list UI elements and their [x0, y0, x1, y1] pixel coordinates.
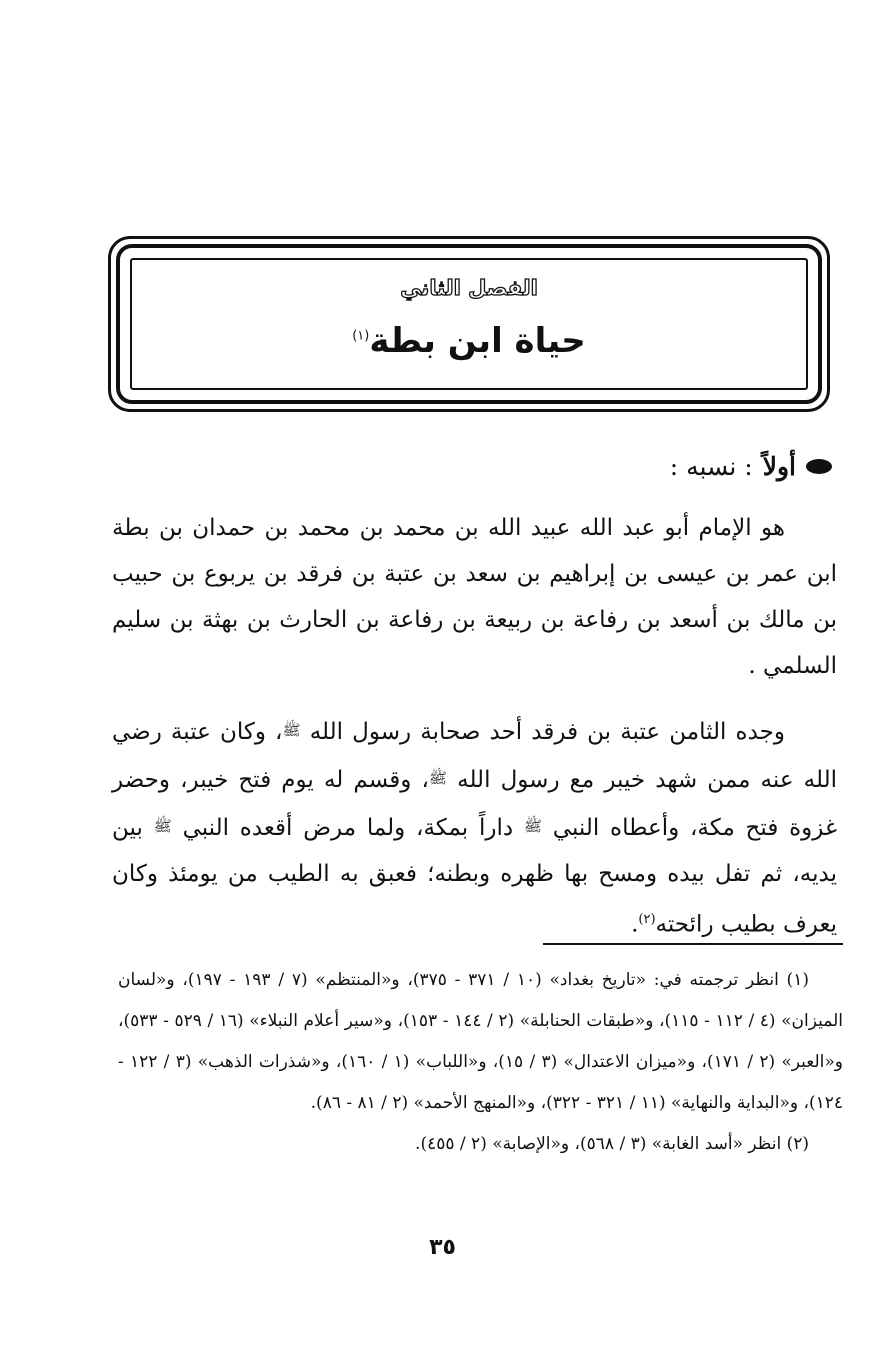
- footnotes: [118, 960, 843, 1165]
- footnote-ref-2[interactable]: (٢): [638, 912, 656, 927]
- chapter-title: [111, 321, 827, 361]
- paragraph-text: وجده الثامن عتبة بن فرقد أحد صحابة رسول الله: [300, 719, 785, 745]
- footnote-ref-1[interactable]: (١): [352, 328, 370, 344]
- paragraph-end: .: [631, 911, 639, 938]
- footnote-2: (٢) انظر «أسد الغابة» (٣ / ٥٦٨)، و«الإصابة» (٢ / ٤٥٥).: [415, 1134, 809, 1154]
- paragraph-text: داراً بمكة، ولما مرض أقعده النبي: [171, 815, 524, 841]
- chapter-title-text: حياة ابن بطة: [369, 321, 586, 361]
- paragraph-text: ، وكان عتبة رضي الله عنه ممن شهد خيبر مع رسول الله: [112, 719, 837, 793]
- salutation-glyph: ﷺ: [523, 817, 543, 835]
- page-number: ٣٥: [429, 1235, 456, 1260]
- salutation-glyph: ﷺ: [428, 769, 447, 787]
- section-subtitle: : نسبه :: [669, 452, 753, 481]
- chapter-label: الفصل الثاني: [400, 276, 538, 300]
- salutation-glyph: ﷺ: [153, 817, 172, 835]
- paragraph-text: بين يديه، ثم تفل بيده ومسح بها ظهره وبطنه؛ فعبق به الطيب من يومئذ وكان يعرف بطيب رائحته: [112, 815, 837, 938]
- footnote-1: (١) انظر ترجمته في: «تاريخ بغداد» (١٠ / ٣٧١ - ٣٧٥)، و«المنتظم» (٧ / ١٩٣ - ١٩٧)، و«لسان الميزان» (٤ / ١١٢ - ١١٥)، و«طبقات الحنابلة» (٢ / ١٤٤ - ١٥٣)، و«سير أعلام النبلاء» (١٦ / ٥٢٩ - ٥٣٣)، و«العبر» (٢ / ١٧١)، و«ميزان الاعتدال» (٣ / ١٥)، و«اللباب» (١ / ١٦٠)، و«شذرات الذهب» (٣ / ١٢٢ - ١٢٤)، و«البداية والنهاية» (١١ / ٣٢١ - ٣٢٢)، و«المنهج الأحمد» (٢ / ٨١ - ٨٦).: [118, 970, 844, 1113]
- chapter-frame: [108, 236, 830, 412]
- bullet-icon: [806, 459, 832, 474]
- footnote-divider: [543, 943, 843, 945]
- paragraph-text: ، وقسم له يوم فتح خيبر، وحضر غزوة فتح مكة، وأعطاه النبي: [112, 767, 837, 841]
- paragraph-ancestor: [112, 707, 837, 948]
- salutation-glyph: ﷺ: [282, 721, 301, 739]
- paragraph-lineage: هو الإمام أبو عبد الله عبيد الله بن محمد بن محمد بن حمدان بن بطة ابن عمر بن عيسى بن إبراهيم بن سعد بن عتبة بن فرقد بن يربوع بن حبيب بن مالك بن أسعد بن رفاعة بن ربيعة بن رفاعة بن الحارث بن بهثة بن سليم السلمي .: [112, 515, 837, 679]
- section-heading: [670, 452, 832, 481]
- section-title: أولاً: [762, 452, 796, 481]
